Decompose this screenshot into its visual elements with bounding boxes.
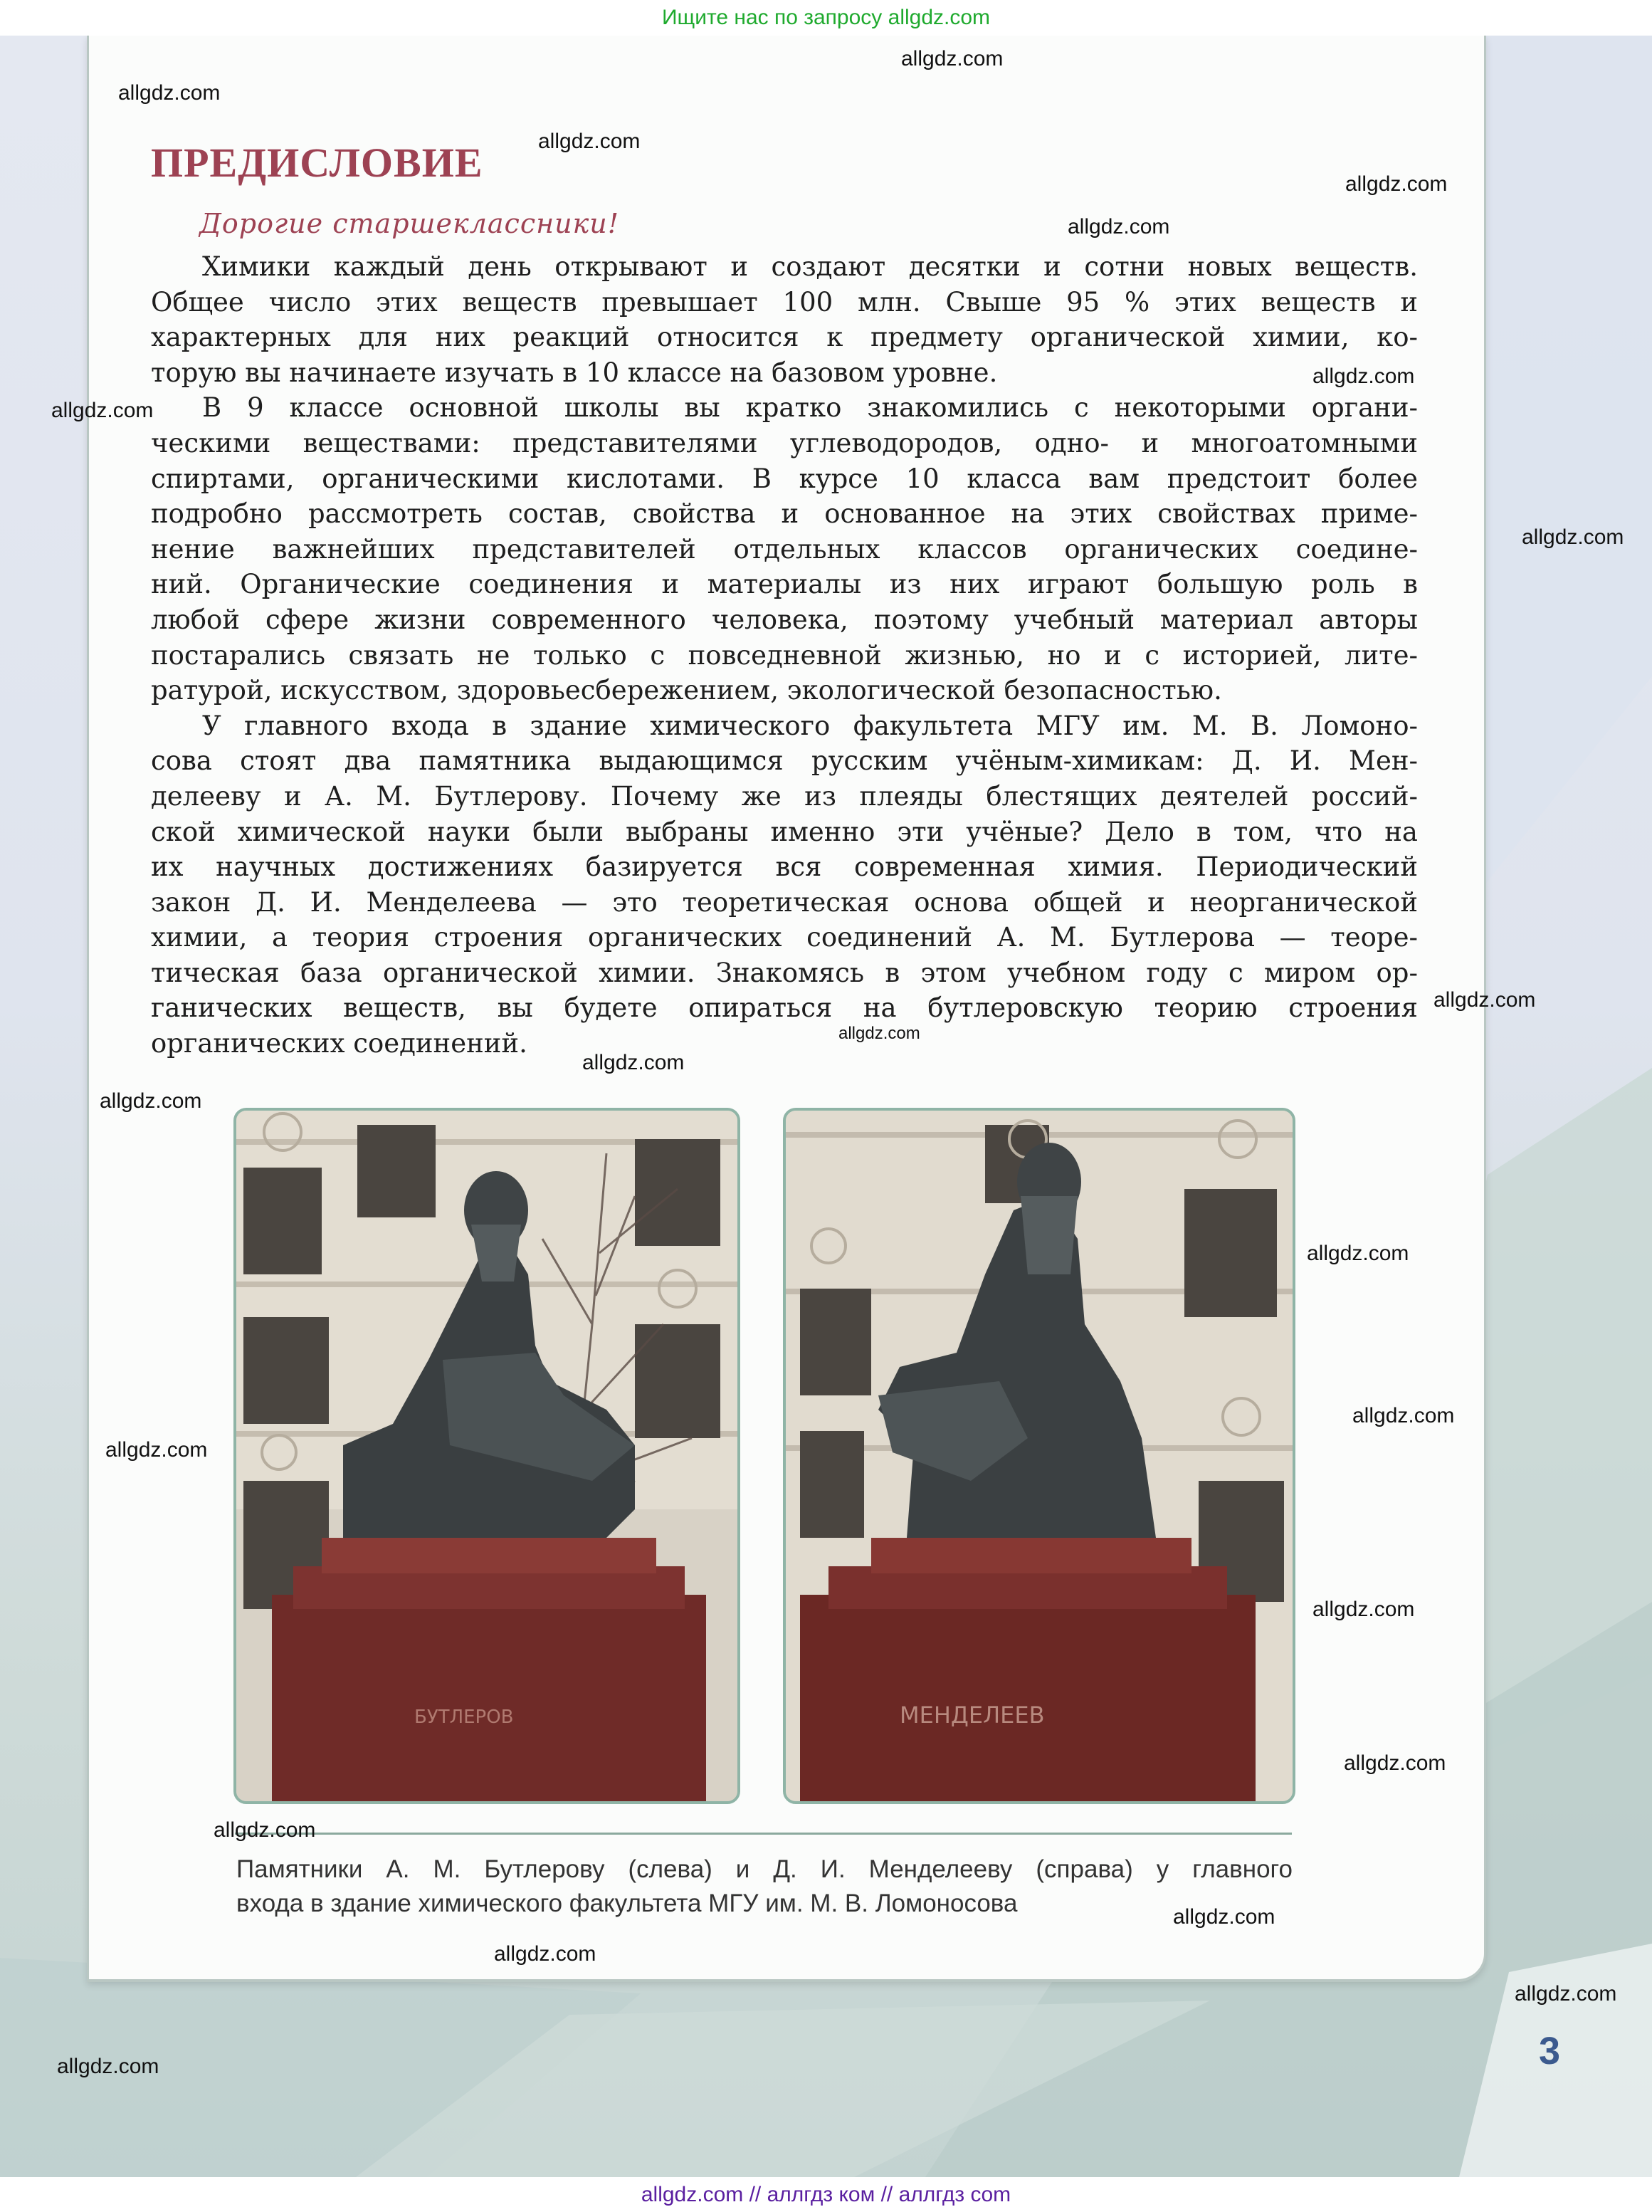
watermark: allgdz.com [582, 1051, 685, 1074]
page-title: ПРЕДИСЛОВИЕ [151, 140, 483, 186]
top-banner[interactable]: Ищите нас по запросу allgdz.com [0, 0, 1652, 36]
watermark: allgdz.com [1522, 525, 1624, 549]
text-line: торую вы начинаете изучать в 10 классе на базовом уровне. [151, 357, 998, 388]
watermark: allgdz.com [1312, 365, 1415, 388]
text-line: постарались связать не только с повседневной жизнью, но и с историей, лите- [151, 639, 1418, 671]
mendeleev-inscription: МЕНДЕЛЕЕВ [900, 1702, 1045, 1729]
page-number: 3 [1539, 2030, 1561, 2072]
watermark: allgdz.com [1345, 172, 1448, 196]
text-line: химии, а теория строения органических соединений А. М. Бутлерова — теоре- [151, 922, 1418, 953]
photo-butlerov-monument [233, 1108, 740, 1804]
text-line: закон Д. И. Менделеева — это теоретическая основа общей и неорганической [151, 886, 1418, 918]
body-text [151, 249, 1418, 1062]
watermark: allgdz.com [538, 130, 641, 153]
watermark: allgdz.com [901, 47, 1004, 70]
text-line: Общее число этих веществ превышает 100 млн. Свыше 95 % этих веществ и [151, 286, 1418, 318]
text-line: органических соединений. [151, 1028, 527, 1059]
watermark: allgdz.com [1344, 1751, 1446, 1775]
text-line: ратурой, искусством, здоровьесбережением, экологической безопасностью. [151, 675, 1222, 706]
text-line: Химики каждый день открывают и создают десятки и сотни новых веществ. [202, 251, 1418, 282]
text-line: подробно рассмотреть состав, свойства и основанное на этих свойствах приме- [151, 498, 1418, 530]
photo-caption [236, 1852, 1293, 1921]
watermark: allgdz.com [1515, 1982, 1617, 2006]
photo-mendeleev-monument [783, 1108, 1295, 1804]
butlerov-inscription: БУТЛЕРОВ [414, 1707, 514, 1728]
bottom-banner[interactable]: allgdz.com // аллгдз ком // аллгдз com [0, 2177, 1652, 2212]
text-line: спиртами, органическими кислотами. В курсе 10 класса вам предстоит более [151, 463, 1418, 494]
text-line: ской химической науки были выбраны именно эти учёные? Дело в том, что на [151, 816, 1418, 847]
caption-line: входа в здание химического факультета МГУ им. М. В. Ломоносова [236, 1889, 1018, 1917]
text-line: их научных достижениях базируется вся современная химия. Периодический [151, 851, 1418, 883]
caption-line: Памятники А. М. Бутлерову (слева) и Д. И. Менделееву (справа) у главного [236, 1855, 1293, 1883]
watermark: allgdz.com [1312, 1598, 1415, 1621]
text-line: ганических веществ, вы будете опираться на бутлеровскую теорию строения [151, 992, 1418, 1024]
watermark: allgdz.com [51, 399, 154, 422]
watermark: allgdz.com [1307, 1242, 1409, 1265]
text-line: сова стоят два памятника выдающимся русским учёным-химикам: Д. И. Мен- [151, 745, 1418, 777]
watermark: allgdz.com [214, 1818, 316, 1842]
text-line: ний. Органические соединения и материалы из них играют большую роль в [151, 569, 1418, 600]
watermark: allgdz.com [100, 1089, 202, 1113]
watermark: allgdz.com [118, 81, 221, 105]
watermark: allgdz.com [494, 1942, 596, 1966]
text-line: ческими веществами: представителями углеводородов, одно- и многоатомными [151, 427, 1418, 458]
text-line: тическая база органической химии. Знакомясь в этом учебном году с миром ор- [151, 957, 1418, 988]
watermark: allgdz.com [1352, 1404, 1455, 1427]
watermark: allgdz.com [1433, 988, 1536, 1012]
watermark: allgdz.com [105, 1438, 208, 1462]
text-line: У главного входа в здание химического факультета МГУ им. М. В. Ломоно- [202, 710, 1418, 741]
text-line: нение важнейших представителей отдельных классов органических соедине- [151, 533, 1418, 565]
caption-divider [235, 1833, 1292, 1835]
text-line: характерных для них реакций относится к предмету органической химии, ко- [151, 322, 1418, 353]
greeting: Дорогие старшеклассники! [199, 208, 620, 239]
watermark: allgdz.com [1173, 1905, 1275, 1929]
watermark: allgdz.com [57, 2055, 159, 2078]
text-line: любой сфере жизни современного человека, поэтому учебный материал авторы [151, 604, 1418, 635]
text-line: В 9 классе основной школы вы кратко знакомились с некоторыми органи- [202, 392, 1418, 424]
watermark: allgdz.com [1068, 215, 1170, 239]
text-line: делееву и А. М. Бутлерову. Почему же из плеяды блестящих деятелей россий- [151, 780, 1418, 812]
watermark: allgdz.com [838, 1024, 920, 1043]
